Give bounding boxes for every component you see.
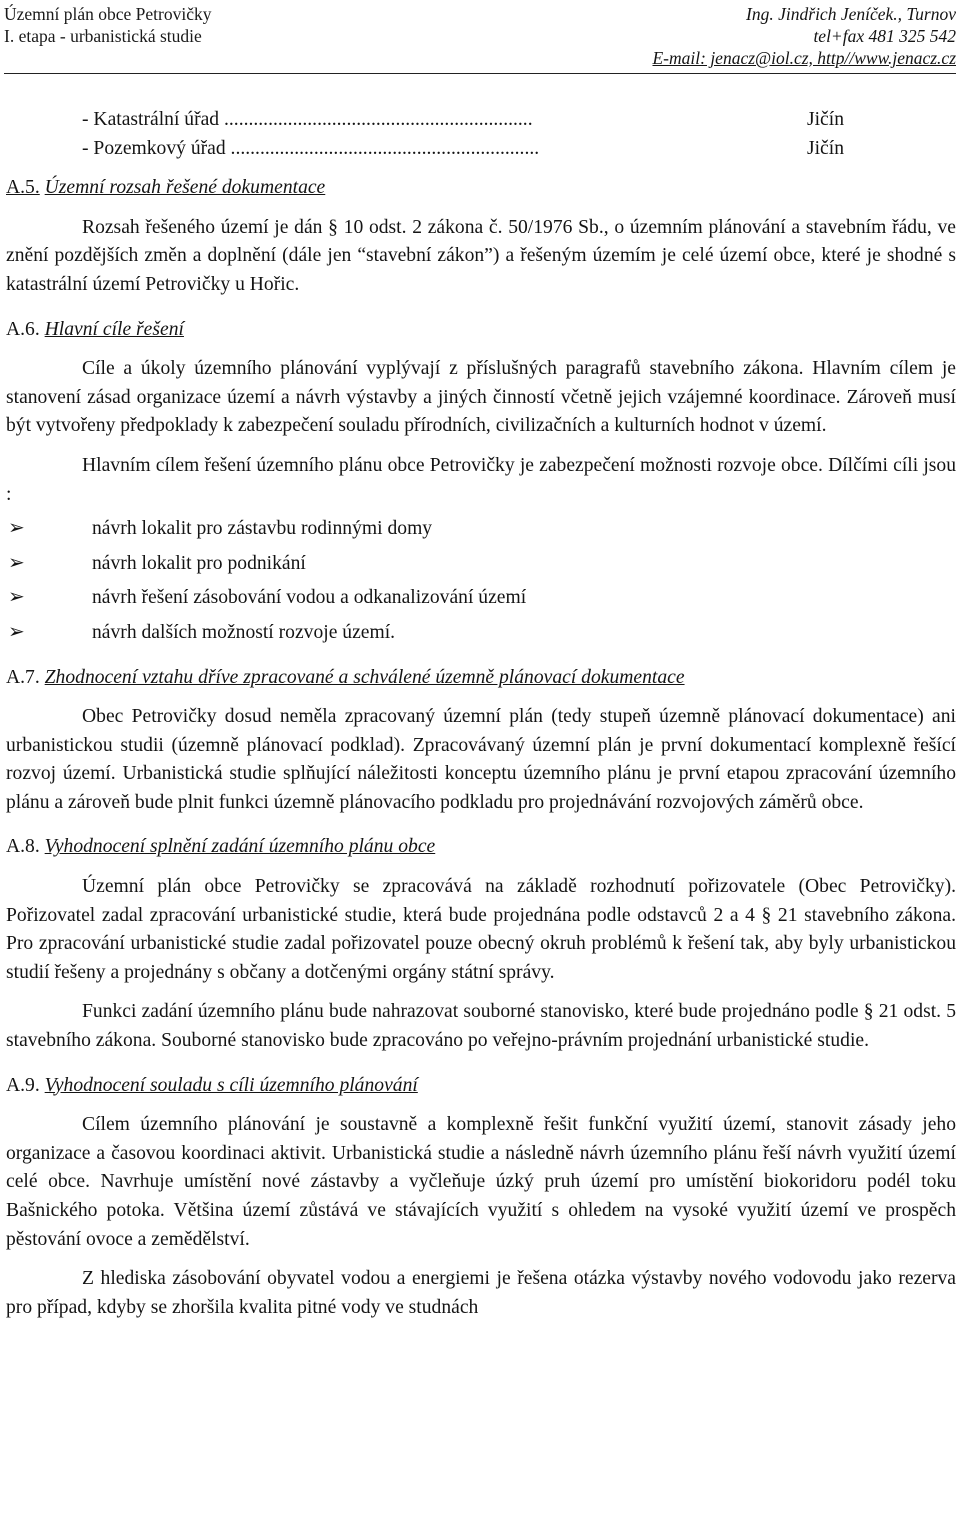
- paragraph-a8-2: Funkci zadání územního plánu bude nahrazovat souborné stanovisko, které bude projednáno podle § 21 odst. 5 stavebního zákona. Souborné stanovisko bude zpracováno po veřejno-právním projednání urbanistické studie.: [6, 1001, 956, 1052]
- section-number: A.9.: [6, 1074, 40, 1096]
- list-item-text: návrh dalších možností rozvoje území.: [92, 621, 396, 643]
- section-heading-a9: [6, 1072, 956, 1101]
- author-contact-link[interactable]: E-mail: jenacz@iol.cz, http//www.jenacz.cz: [652, 48, 956, 68]
- list-item-text: návrh lokalit pro podnikání: [92, 552, 306, 574]
- paragraph-a6-1: Cíle a úkoly územního plánování vyplývají z příslušných paragrafů stavebního zákona. Hlavním cílem je stanovení zásad organizace území a návrh výstavby a jiných činností včetně jejich vzájemné koordinace. Zároveň musí být vytvořeny předpoklady k zabezpečení souladu přírodních, civilizačních a kulturních hodnot v území.: [6, 358, 956, 437]
- section-number: A.8.: [6, 836, 40, 858]
- arrowhead-bullet-icon: ➢: [8, 551, 25, 574]
- paragraph-a5-1: Rozsah řešeného území je dán § 10 odst. 2 zákona č. 50/1976 Sb., o územním plánování a stavebním řádu, ve znění pozdějších změn a doplnění (dále jen “stavební zákon”) a řešeným územím je celé území obce, které je shodné s katastrální území Petrovičky u Hořic.: [6, 216, 956, 295]
- paragraph-a9-1: Cílem územního plánování je soustavně a komplexně řešit funkční využití území, stanovit zásady jeho organizace a časovou koordinaci aktivit. Urbanistická studie a následně návrh územního plánu řeší návrh využití území celé obce. Navrhuje umístění nové zástavby a vyčleňuje úzký pruh území pro umístění biokoridoru podél toku Bašnického potoka. Většina území zůstává ve stávajících využití s ohledem na vysoké využití území ve prospěch pěstování ovoce a zemědělství.: [6, 1114, 956, 1250]
- section-heading-a7: [6, 664, 956, 693]
- paragraph-a9-2: Z hlediska zásobování obyvatel vodou a energiemi je řešena otázka výstavby nového vodovodu jako rezerva pro případ, kdyby se zhoršila kvalita pitné vody ve studnách: [6, 1268, 956, 1318]
- paragraph-a8-1: Územní plán obce Petrovičky se zpracovává na základě rozhodnutí pořizovatele (Obec Petrovičky). Pořizovatel zadal zpracování urbanistické studie, která bude projednána podle odstavců 2 a 4 § 21 stavebního zákona. Pro zpracování urbanistické studie zadal pořizovatel pouze obecný okruh problémů k řešení tak, aby byly urbanistickou studií řešeny a projednány s občany a dotčenými orgány státní správy.: [6, 876, 956, 983]
- section-title: Hlavní cíle řešení: [44, 318, 184, 340]
- section-number: A.7.: [6, 666, 40, 688]
- section-heading-a6: [6, 316, 956, 345]
- document-subtitle: I. etapa - urbanistická studie: [4, 26, 202, 46]
- arrowhead-bullet-icon: ➢: [8, 517, 25, 540]
- header-divider: [4, 73, 956, 74]
- list-item-text: návrh lokalit pro zástavbu rodinnými domy: [92, 518, 433, 540]
- section-title: Vyhodnocení souladu s cíli územního plánování: [44, 1074, 418, 1096]
- list-item-text: návrh řešení zásobování vodou a odkanalizování území: [92, 587, 527, 609]
- office-label: - Katastrální úřad ...............................................................: [82, 109, 533, 130]
- office-row-katastralni: [6, 106, 844, 135]
- header-row-1: [4, 3, 956, 25]
- header-row-2: [4, 25, 956, 47]
- section-number: A.5.: [6, 177, 40, 199]
- section-number: A.6.: [6, 318, 40, 340]
- page-header: [4, 3, 956, 69]
- section-heading-a5: [6, 174, 956, 203]
- list-item: [6, 550, 956, 579]
- list-item: [6, 619, 956, 648]
- document-title: Územní plán obce Petrovičky: [4, 4, 212, 24]
- arrowhead-bullet-icon: ➢: [8, 620, 25, 643]
- author-name: Ing. Jindřich Jeníček., Turnov: [746, 4, 956, 24]
- goals-list: [6, 515, 956, 647]
- author-phone: tel+fax 481 325 542: [813, 26, 956, 46]
- section-title: Zhodnocení vztahu dříve zpracované a schválené územně plánovací dokumentace: [44, 666, 685, 688]
- office-value: Jičín: [806, 109, 844, 130]
- arrowhead-bullet-icon: ➢: [8, 586, 25, 609]
- list-item: [6, 584, 956, 613]
- document-body: [6, 106, 956, 1322]
- paragraph-a7-1: Obec Petrovičky dosud neměla zpracovaný územní plán (tedy stupeň územně plánovací dokumentace) ani urbanistickou studii (územně plánovací podklad). Zpracovávaný územní plán je první dokumentací komplexně řešící rozvoj území. Urbanistická studie splňující náležitosti konceptu územního plánu je první etapou zpracování územního plánu a zároveň bude plnit funkci územně plánovacího podkladu pro projednávání rozvojových záměrů obce.: [6, 706, 956, 813]
- office-row-pozemkovy: [6, 135, 844, 164]
- section-title: Vyhodnocení splnění zadání územního plánu obce: [44, 836, 436, 858]
- section-title: Územní rozsah řešené dokumentace: [44, 177, 326, 199]
- section-heading-a8: [6, 833, 956, 862]
- office-value: Jičín: [806, 137, 844, 159]
- office-label: - Pozemkový úřad ...............................................................: [82, 137, 540, 159]
- paragraph-a6-2: Hlavním cílem řešení územního plánu obce Petrovičky je zabezpečení možnosti rozvoje obce. Dílčími cíli jsou :: [6, 454, 956, 505]
- list-item: [6, 515, 956, 544]
